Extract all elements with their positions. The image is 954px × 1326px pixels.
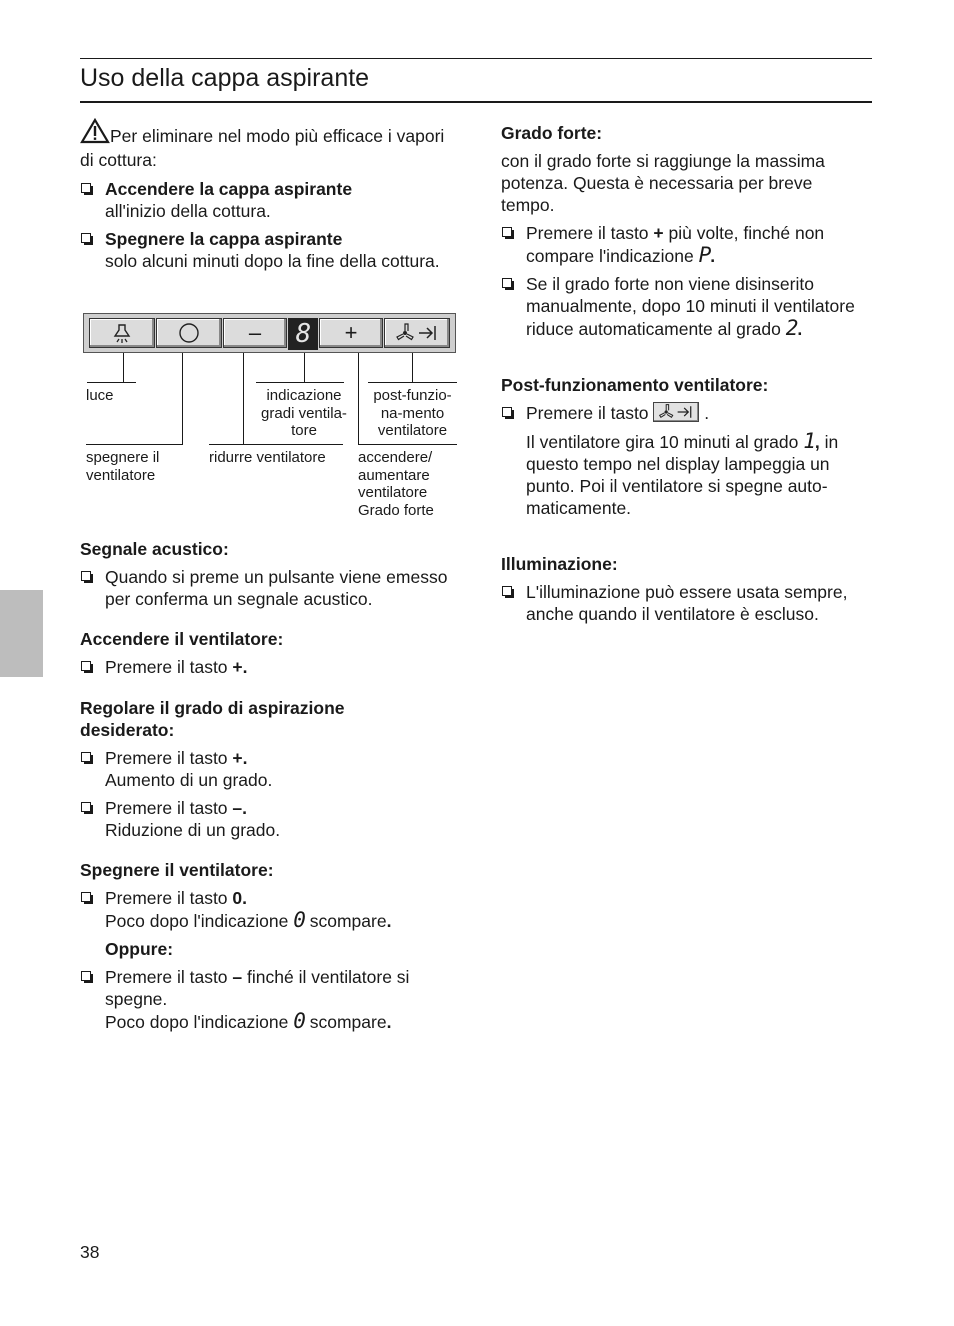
list-item: Premere il tasto 0. Poco dopo l'indicazione 0 scompare. [80,887,450,932]
label-post: post-funzio- na-mento ventilatore [373,387,452,439]
leader-line [243,353,244,444]
leader-line [304,353,305,382]
checkbox-bullet-icon [502,278,512,288]
control-panel [83,313,456,353]
list-item: L'illuminazione può essere usata sempre, anche quando il ventilatore è escluso. [501,581,866,625]
fan-delay-key-icon [653,402,699,422]
checkbox-bullet-icon [81,802,91,812]
label-spegnere: spegnere il ventilatore [86,449,160,484]
post-description: Il ventilatore gira 10 minuti al grado 1, in questo tempo nel display lampeggia un punto. Poi il ventilatore si spegne auto-maticamente. [526,429,839,518]
leader-line [358,444,457,445]
leader-line [209,444,343,445]
list-item: Se il grado forte non viene disinserito manualmente, dopo 10 minuti il ventilatore riduce automaticamente al grado 2. [501,273,866,340]
heading-illum: Illuminazione: [501,554,618,574]
checkbox-bullet-icon [81,752,91,762]
list-item: Premere il tasto +. Aumento di un grado. [80,747,450,791]
forte-text: con il grado forte si raggiunge la massima potenza. Questa è necessaria per breve tempo. [501,151,825,215]
leader-line [182,353,183,444]
checkbox-bullet-icon [502,407,512,417]
list-item: Premere il tasto + più volte, finché non compare l'indicazione P. [501,222,866,267]
heading-segnale: Segnale acustico: [80,539,229,559]
minus-button[interactable]: – [223,318,287,348]
heading-spegnere: Spegnere il ventilatore: [80,860,274,880]
oppure-label: Oppure: [105,939,174,959]
heading-post: Post-funzionamento ventilatore: [501,375,769,395]
label-indicazione: indicazione gradi ventila- tore [261,387,347,439]
label-luce: luce [86,387,114,404]
top-rule [80,58,872,59]
lamp-icon [111,322,133,344]
page-number: 38 [80,1242,100,1262]
light-button[interactable] [89,318,155,348]
fan-delay-icon [393,322,441,344]
label-ridurre: ridurre ventilatore [209,449,326,466]
heading-regolare: Regolare il grado di aspirazione desiderato: [80,698,345,740]
list-item: Premere il tasto . [501,402,866,424]
fan-level-display: 8 [288,318,318,350]
leader-line [256,382,344,383]
leader-line [123,353,124,382]
fan-delay-button[interactable] [384,318,450,348]
list-item: Quando si preme un pulsante viene emesso per conferma un segnale acustico. [80,566,450,610]
circle-icon [178,322,200,344]
label-accendere: accendere/ aumentare ventilatore Grado forte [358,449,434,519]
intro-text: Per eliminare nel modo più efficace i vapori di cottura: [80,118,450,171]
left-lower-section [80,538,450,1033]
title-rule [80,101,872,103]
list-item: Accendere la cappa aspirante all'inizio della cottura. [80,178,450,222]
warning-icon [80,118,110,149]
list-item: Premere il tasto +. [80,656,450,678]
checkbox-bullet-icon [81,892,91,902]
heading-forte: Grado forte: [501,123,603,143]
checkbox-bullet-icon [81,233,91,243]
checkbox-bullet-icon [502,586,512,596]
list-item: Premere il tasto –. Riduzione di un grado. [80,797,450,841]
list-item: Spegnere la cappa aspirante solo alcuni minuti dopo la fine della cottura. [80,228,450,272]
right-column [501,122,866,625]
leader-line [412,353,413,382]
heading-accendere: Accendere il ventilatore: [80,629,284,649]
leader-line [358,353,359,444]
checkbox-bullet-icon [81,661,91,671]
leader-line [368,382,457,383]
list-item: Premere il tasto – finché il ventilatore si spegne. Poco dopo l'indicazione 0 scompare. [80,966,450,1033]
checkbox-bullet-icon [502,227,512,237]
leader-line [87,382,136,383]
intro-section [80,118,450,272]
side-tab [0,590,43,677]
checkbox-bullet-icon [81,183,91,193]
page-title: Uso della cappa aspirante [80,64,370,92]
checkbox-bullet-icon [81,571,91,581]
checkbox-bullet-icon [81,971,91,981]
off-button[interactable] [156,318,222,348]
leader-line [86,444,183,445]
plus-button[interactable]: + [319,318,383,348]
